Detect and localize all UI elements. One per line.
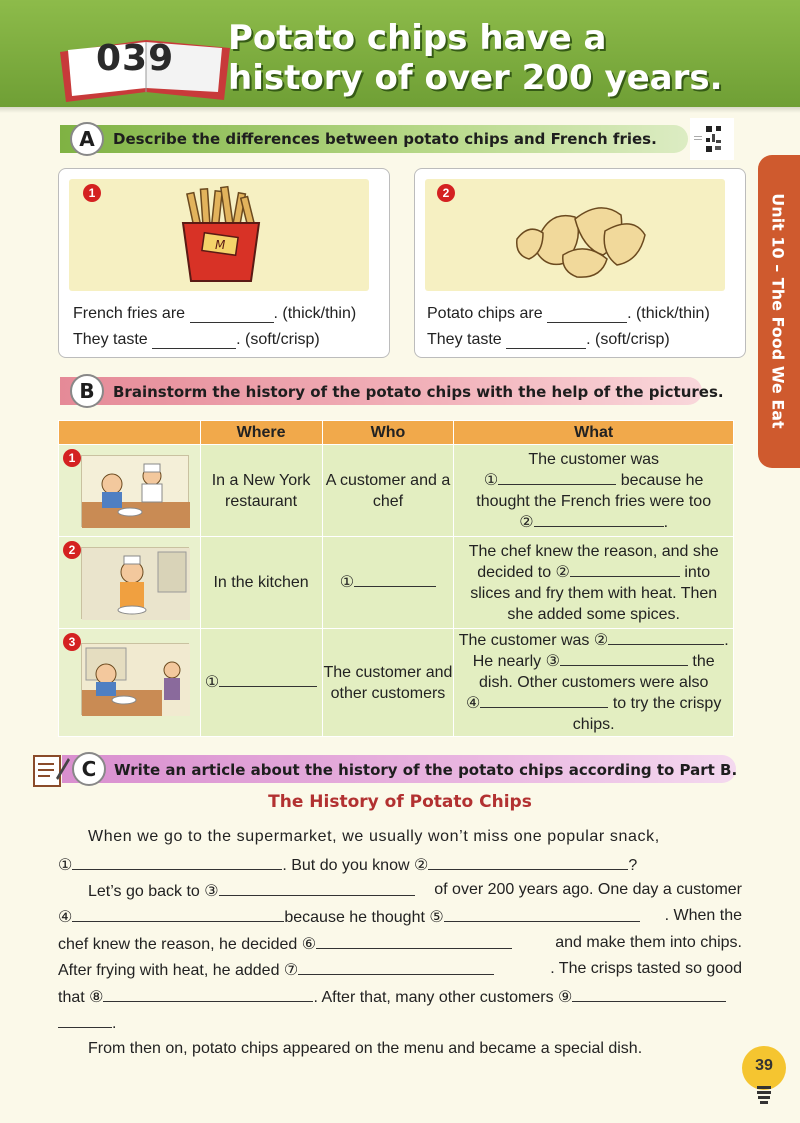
row-2-what-line-1: The chef knew the reason, and she <box>468 542 719 560</box>
section-b-badge: B <box>70 374 104 408</box>
potato-chips-box <box>414 168 746 358</box>
article-line-4-middle: because he thought ⑤ <box>284 909 444 926</box>
row-1-what-line-1: The customer was <box>528 450 660 468</box>
article-blank-4[interactable] <box>72 908 284 922</box>
row-3-what-line-5: chips. <box>572 716 615 733</box>
circled-4: ④ <box>58 909 73 926</box>
box-1-line-1-prefix: French fries are <box>73 305 186 322</box>
row-2-what-line-3: slices and fry them with heat. Then <box>470 584 718 602</box>
article-line-7-middle: . After that, many other customers ⑨ <box>313 989 573 1006</box>
row-2-where: In the kitchen <box>200 537 322 629</box>
circled-1: ① <box>58 857 73 874</box>
unit-side-tab-label: Unit 10 – The Food We Eat <box>768 193 788 429</box>
box-2-number: 2 <box>437 184 455 202</box>
box-1-blank-1[interactable] <box>190 307 274 323</box>
title-line-2: history of over 200 years. <box>228 58 723 98</box>
article-line-2-middle: . But do you know ② <box>282 857 429 874</box>
restaurant-scene-picture <box>81 455 189 527</box>
row-2-what-line-2-end: into <box>684 563 711 581</box>
row-3-what-line-1 <box>454 630 733 651</box>
kitchen-scene-picture <box>81 547 189 619</box>
history-table <box>58 420 734 737</box>
row-1-what-line-2-end: because he <box>620 471 704 489</box>
circled-1: ① <box>339 574 355 591</box>
article-line-1-text: When we go to the supermarket, we usually won’t miss one popular snack, <box>88 828 660 845</box>
row-2-who-blank[interactable] <box>354 573 436 587</box>
article-blank-1[interactable] <box>72 856 282 870</box>
row-1-what-line-4 <box>454 512 733 533</box>
row-3-blank-2[interactable] <box>608 631 724 645</box>
row-1-what-line-2 <box>454 470 733 491</box>
row-3-blank-3[interactable] <box>560 652 688 666</box>
table-row <box>59 537 734 629</box>
box-2-line-1 <box>427 305 710 323</box>
potato-chips-icon <box>425 179 725 291</box>
article-line-4-end: . When the <box>664 907 742 924</box>
table-row <box>59 629 734 737</box>
article-line-6-end: . The crisps tasted so good <box>550 960 742 977</box>
page-title <box>228 18 788 98</box>
row-3-what-line-1-end: . <box>724 632 729 649</box>
row-3-what-line-3: dish. Other customers were also <box>478 674 709 691</box>
row-3-what <box>454 629 734 737</box>
table-header-blank <box>59 421 201 445</box>
french-fries-box <box>58 168 390 358</box>
box-1-line-2 <box>73 331 320 349</box>
row-3-blank-4[interactable] <box>480 694 608 708</box>
article-blank-9-continued[interactable] <box>58 1014 112 1028</box>
row-3-what-line-4 <box>454 693 733 714</box>
row-2-blank-2[interactable] <box>570 563 680 577</box>
circled-1: ① <box>483 471 499 489</box>
row-1-blank-2[interactable] <box>534 513 664 527</box>
section-c-badge: C <box>72 752 106 786</box>
qr-code <box>690 118 734 160</box>
row-2-number: 2 <box>63 541 81 559</box>
box-2-line-2 <box>427 331 670 349</box>
box-1-blank-2[interactable] <box>152 333 236 349</box>
row-2-what-line-4: she added some spices. <box>507 605 680 623</box>
box-2-blank-2[interactable] <box>506 333 586 349</box>
row-1-what-line-4-end: . <box>663 513 669 531</box>
row-3-picture-cell <box>59 629 201 737</box>
row-2-what-line-2 <box>454 562 733 583</box>
article-line-7-start: that ⑧ <box>58 989 104 1006</box>
section-a-instruction: Describe the differences between potato chips and French fries. <box>113 130 657 148</box>
box-2-line-1-suffix: . (thick/thin) <box>627 305 710 322</box>
box-1-line-1 <box>73 305 356 323</box>
table-row <box>59 445 734 537</box>
article-line-3-end: of over 200 years ago. One day a customer <box>434 881 742 898</box>
box-1-line-2-suffix: . (soft/crisp) <box>236 331 320 348</box>
table-header-who: Who <box>322 421 454 445</box>
row-3-what-line-2 <box>454 651 733 672</box>
potato-chips-picture <box>425 179 725 291</box>
title-line-1: Potato chips have a <box>228 18 607 58</box>
row-3-what-line-4-end: to try the crispy <box>612 695 722 712</box>
row-1-blank-1[interactable] <box>498 471 616 485</box>
row-3-what-line-2-start: He nearly ③ <box>472 653 560 670</box>
article-line-9-text: From then on, potato chips appeared on the menu and became a special dish. <box>88 1040 643 1057</box>
row-1-number: 1 <box>63 449 81 467</box>
box-2-line-1-prefix: Potato chips are <box>427 305 543 322</box>
circled-4: ④ <box>466 695 481 712</box>
section-a-badge: A <box>70 122 104 156</box>
article-line-5-end: and make them into chips. <box>555 934 742 951</box>
row-1-what <box>454 445 734 537</box>
article-blank-7[interactable] <box>298 961 494 975</box>
lesson-number: 039 <box>96 38 175 79</box>
fries-box-label: M <box>215 238 226 252</box>
box-2-line-2-prefix: They taste <box>427 331 502 348</box>
article-title: The History of Potato Chips <box>268 792 532 812</box>
table-header-what: What <box>454 421 734 445</box>
box-1-number: 1 <box>83 184 101 202</box>
row-3-where <box>200 629 322 737</box>
article-blank-9[interactable] <box>572 988 726 1002</box>
row-3-what-line-2-end: the <box>692 653 715 670</box>
row-1-picture-cell <box>59 445 201 537</box>
section-c-instruction: Write an article about the history of the potato chips according to Part B. <box>114 761 738 779</box>
row-1-who: A customer and a chef <box>322 445 454 537</box>
french-fries-icon <box>69 179 369 291</box>
row-3-what-line-1-start: The customer was ② <box>458 632 609 649</box>
row-3-number: 3 <box>63 633 81 651</box>
article-line-3-start: Let’s go back to ③ <box>88 883 219 900</box>
article-line-6-start: After frying with heat, he added ⑦ <box>58 962 299 979</box>
article-line-5-start: chef knew the reason, he decided ⑥ <box>58 936 317 953</box>
header-shadow <box>0 107 800 113</box>
article-blank-8[interactable] <box>103 988 313 1002</box>
table-header-where: Where <box>200 421 322 445</box>
row-1-what-line-3: thought the French fries were too <box>476 492 712 510</box>
row-3-who: The customer and other customers <box>322 629 454 737</box>
table-header-row <box>59 421 734 445</box>
row-3-where-blank[interactable] <box>219 673 317 687</box>
box-1-line-1-suffix: . (thick/thin) <box>273 305 357 322</box>
article-blank-5[interactable] <box>444 908 640 922</box>
french-fries-picture <box>69 179 369 291</box>
lightbulb-icon <box>756 1086 772 1106</box>
article-blank-6[interactable] <box>316 935 512 949</box>
row-2-what-line-2-start: decided to ② <box>477 563 570 581</box>
article-line-2-end: ? <box>628 857 638 874</box>
row-2-who <box>322 537 454 629</box>
box-2-line-2-suffix: . (soft/crisp) <box>586 331 670 348</box>
circled-2: ② <box>519 513 534 531</box>
row-2-picture-cell <box>59 537 201 629</box>
box-2-blank-1[interactable] <box>547 307 627 323</box>
article-line-8-end: . <box>112 1015 117 1032</box>
row-1-where: In a New York restaurant <box>200 445 322 537</box>
article-blank-3[interactable] <box>219 882 415 896</box>
writing-icon <box>32 752 70 788</box>
article-blank-2[interactable] <box>428 856 628 870</box>
box-1-line-2-prefix: They taste <box>73 331 148 348</box>
page-number: 39 <box>742 1046 786 1090</box>
customers-scene-picture <box>81 643 189 715</box>
circled-1: ① <box>204 674 220 691</box>
row-2-what <box>454 537 734 629</box>
section-b-instruction: Brainstorm the history of the potato chips with the help of the pictures. <box>113 383 724 401</box>
